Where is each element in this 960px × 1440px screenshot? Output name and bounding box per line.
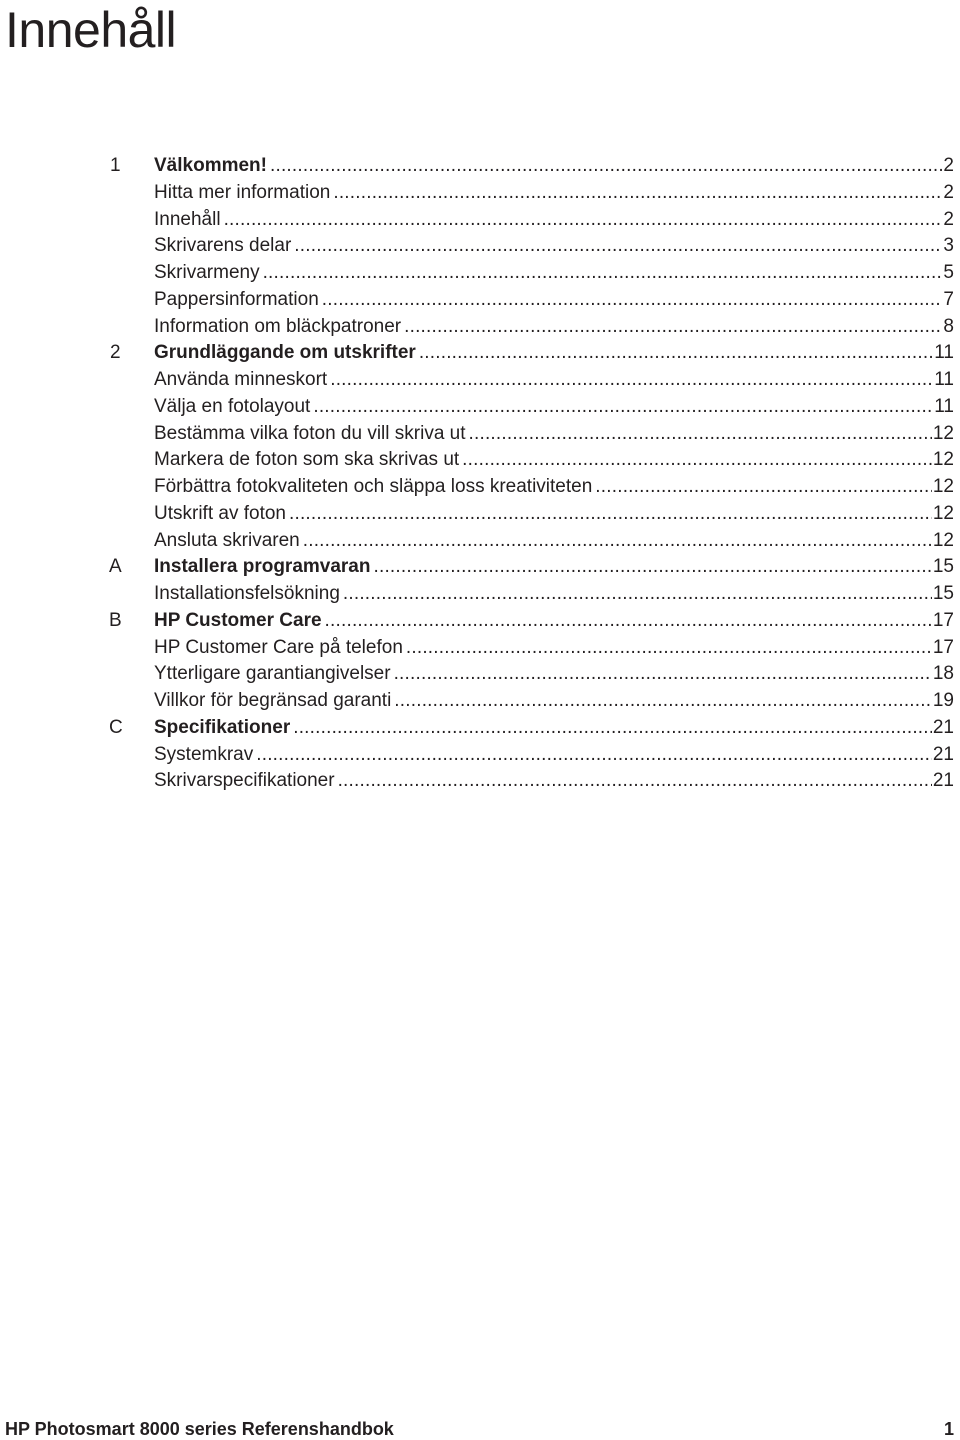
toc-entry-page[interactable]: 12 [932, 476, 954, 497]
toc-entry-title[interactable]: Installera programvaran [154, 556, 371, 578]
toc-entry-title[interactable]: Systemkrav [154, 743, 254, 765]
toc-entry-page[interactable]: 12 [932, 529, 954, 551]
toc-entry-page[interactable]: 18 [932, 663, 954, 685]
toc-dot-leader [293, 715, 932, 742]
toc-section-entry[interactable] [0, 661, 960, 688]
toc-dot-leader [406, 635, 932, 662]
toc-entry-title[interactable]: Installationsfelsökning [154, 583, 340, 604]
toc-entry-line [154, 180, 954, 207]
toc-dot-leader [303, 528, 932, 555]
toc-section-entry[interactable] [0, 421, 960, 448]
toc-entry-page[interactable]: 17 [932, 636, 954, 658]
toc-dot-leader [325, 608, 932, 635]
toc-dot-leader [595, 474, 932, 501]
toc-entry-line [154, 207, 954, 234]
toc-dot-leader [469, 421, 932, 448]
toc-section-entry[interactable] [0, 474, 960, 501]
toc-entry-title[interactable]: Förbättra fotokvaliteten och släppa loss kreativiteten [154, 476, 593, 497]
toc-entry-number: A [109, 556, 122, 578]
toc-section-entry[interactable] [0, 260, 960, 287]
toc-entry-line [154, 501, 954, 528]
toc-entry-line [154, 367, 954, 394]
toc-section-entry[interactable] [0, 742, 960, 769]
toc-dot-leader [330, 367, 933, 394]
toc-entry-page[interactable]: 12 [932, 422, 954, 444]
toc-entry-page[interactable]: 2 [943, 208, 954, 230]
toc-entry-line [154, 233, 954, 260]
toc-dot-leader [333, 180, 942, 207]
toc-dot-leader [462, 447, 932, 474]
toc-chapter-entry[interactable] [0, 554, 960, 581]
toc-chapter-entry[interactable] [0, 153, 960, 180]
toc-section-entry[interactable] [0, 635, 960, 662]
toc-dot-leader [394, 661, 932, 688]
toc-entry-title[interactable]: Villkor för begränsad garanti [154, 690, 392, 711]
toc-entry-number: C [109, 716, 123, 738]
toc-entry-page[interactable]: 19 [932, 690, 954, 711]
footer-title: HP Photosmart 8000 series Referenshandbok [5, 1419, 394, 1439]
toc-section-entry[interactable] [0, 581, 960, 608]
toc-entry-page[interactable]: 21 [932, 716, 954, 738]
toc-section-entry[interactable] [0, 501, 960, 528]
toc-entry-line [154, 715, 954, 742]
toc-dot-leader [338, 768, 932, 795]
toc-entry-page[interactable]: 15 [932, 556, 954, 578]
toc-entry-title[interactable]: Grundläggande om utskrifter [154, 342, 416, 364]
toc-entry-title[interactable]: Specifikationer [154, 716, 291, 738]
toc-entry-page[interactable]: 15 [932, 583, 954, 604]
toc-dot-leader [263, 260, 943, 287]
toc-entry-title[interactable]: Ytterligare garantiangivelser [154, 663, 391, 685]
toc-entry-page[interactable]: 7 [943, 288, 954, 310]
toc-section-entry[interactable] [0, 207, 960, 234]
footer-page-number: 1 [943, 1419, 954, 1439]
toc-entry-page[interactable]: 11 [934, 369, 954, 390]
toc-dot-leader [313, 394, 933, 421]
toc-entry-line [154, 153, 954, 180]
toc-section-entry[interactable] [0, 394, 960, 421]
toc-dot-leader [270, 153, 942, 180]
toc-entry-line [154, 661, 954, 688]
toc-entry-number: B [109, 609, 122, 631]
toc-entry-title[interactable]: Pappersinformation [154, 288, 319, 310]
toc-entry-title[interactable]: Skrivarens delar [154, 235, 292, 257]
toc-entry-line [154, 394, 954, 421]
toc-entry-page[interactable]: 2 [943, 155, 954, 176]
toc-entry-line [154, 635, 954, 662]
page-title: Innehåll [5, 2, 177, 58]
toc-section-entry[interactable] [0, 528, 960, 555]
toc-entry-page[interactable]: 17 [932, 609, 954, 631]
toc-entry-title[interactable]: Välkommen! [154, 155, 267, 176]
toc-entry-title[interactable]: Information om bläckpatroner [154, 315, 402, 337]
toc-entry-page[interactable]: 12 [932, 502, 954, 524]
toc-entry-number: 2 [110, 342, 121, 364]
toc-dot-leader [419, 340, 933, 367]
toc-entry-line [154, 447, 954, 474]
toc-entry-page[interactable]: 21 [932, 770, 954, 792]
toc-dot-leader [294, 233, 942, 260]
toc-entry-line [154, 314, 954, 341]
toc-entry-title[interactable]: Skrivarmeny [154, 262, 260, 283]
toc-entry-line [154, 421, 954, 448]
toc-section-entry[interactable] [0, 233, 960, 260]
toc-dot-leader [343, 581, 932, 608]
toc-entry-title[interactable]: Hitta mer information [154, 181, 331, 203]
toc-dot-leader [394, 688, 932, 715]
toc-dot-leader [404, 314, 942, 341]
toc-entry-page[interactable]: 21 [932, 743, 954, 765]
toc-entry-page[interactable]: 2 [943, 181, 954, 203]
table-of-contents [0, 153, 960, 795]
toc-entry-title[interactable]: Använda minneskort [154, 369, 328, 390]
toc-entry-title[interactable]: Utskrift av foton [154, 502, 286, 524]
toc-chapter-entry[interactable] [0, 715, 960, 742]
toc-chapter-entry[interactable] [0, 340, 960, 367]
page-footer [5, 1418, 954, 1440]
toc-section-entry[interactable] [0, 287, 960, 314]
toc-section-entry[interactable] [0, 768, 960, 795]
toc-entry-title[interactable]: Välja en fotolayout [154, 395, 311, 417]
toc-dot-leader [256, 742, 932, 769]
toc-dot-leader [224, 207, 943, 234]
toc-entry-line [154, 608, 954, 635]
toc-entry-line [154, 287, 954, 314]
toc-dot-leader [373, 554, 931, 581]
toc-entry-title[interactable]: Skrivarspecifikationer [154, 770, 335, 792]
toc-entry-page[interactable]: 5 [943, 262, 954, 283]
toc-entry-page[interactable]: 11 [934, 395, 954, 417]
toc-entry-line [154, 474, 954, 501]
toc-entry-line [154, 581, 954, 608]
toc-entry-line [154, 260, 954, 287]
toc-section-entry[interactable] [0, 314, 960, 341]
toc-section-entry[interactable] [0, 367, 960, 394]
toc-entry-number: 1 [110, 155, 121, 176]
toc-entry-title[interactable]: Ansluta skrivaren [154, 529, 300, 551]
toc-entry-title[interactable]: Markera de foton som ska skrivas ut [154, 449, 460, 471]
toc-section-entry[interactable] [0, 688, 960, 715]
toc-chapter-entry[interactable] [0, 608, 960, 635]
toc-section-entry[interactable] [0, 180, 960, 207]
toc-entry-page[interactable]: 8 [943, 315, 954, 337]
toc-entry-page[interactable]: 12 [932, 449, 954, 471]
toc-entry-line [154, 528, 954, 555]
toc-entry-line [154, 742, 954, 769]
toc-entry-page[interactable]: 3 [943, 235, 954, 257]
toc-entry-title[interactable]: HP Customer Care på telefon [154, 636, 403, 658]
toc-entry-page[interactable]: 11 [934, 342, 954, 364]
toc-entry-line [154, 554, 954, 581]
toc-entry-title[interactable]: Innehåll [154, 208, 221, 230]
toc-entry-line [154, 340, 954, 367]
toc-entry-line [154, 688, 954, 715]
toc-dot-leader [322, 287, 943, 314]
toc-entry-line [154, 768, 954, 795]
toc-entry-title[interactable]: HP Customer Care [154, 609, 322, 631]
toc-dot-leader [289, 501, 932, 528]
toc-section-entry[interactable] [0, 447, 960, 474]
toc-entry-title[interactable]: Bestämma vilka foton du vill skriva ut [154, 422, 466, 444]
